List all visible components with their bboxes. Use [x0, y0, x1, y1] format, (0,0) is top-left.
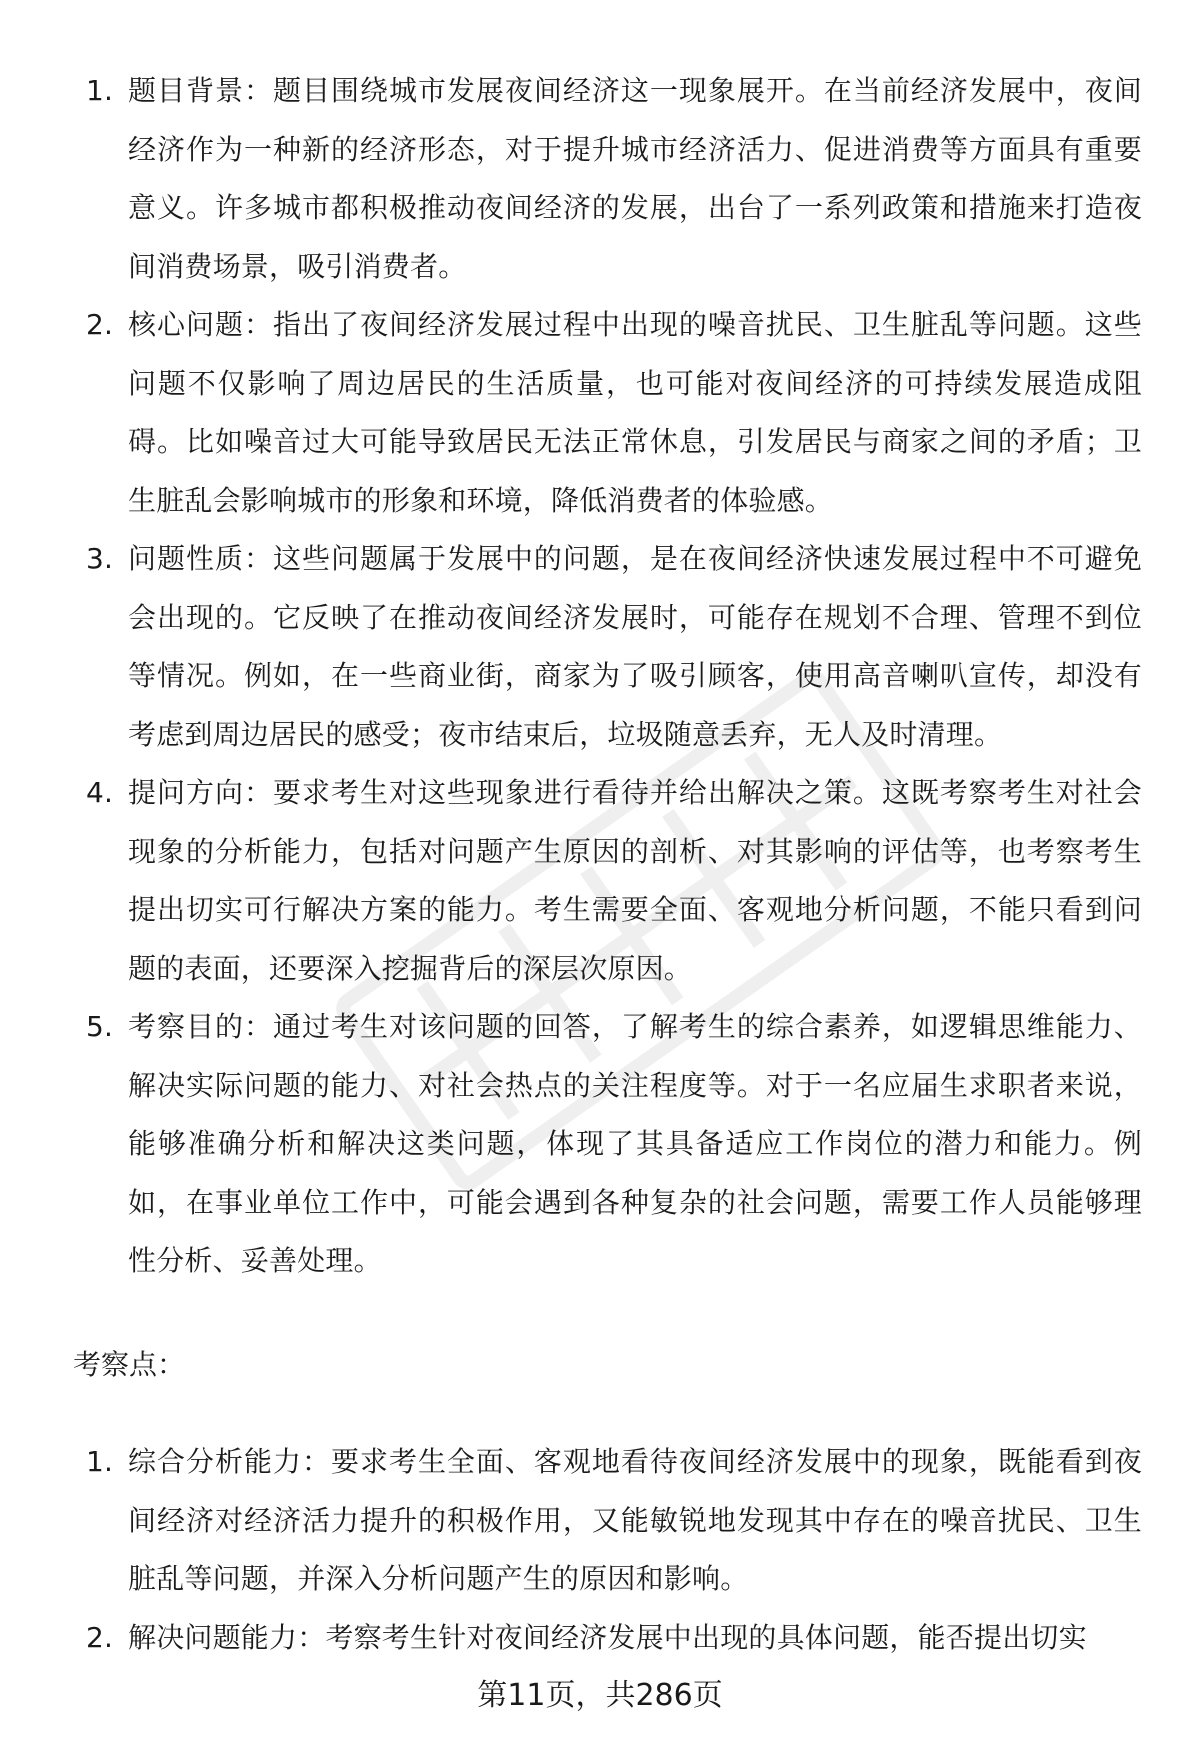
list-item-number: 2. [86, 308, 114, 341]
background-analysis-list [80, 62, 1142, 1291]
list-item-text: 综合分析能力：要求考生全面、客观地看待夜间经济发展中的现象，既能看到夜间经济对经济活力提升的积极作用，又能敏锐地发现其中存在的噪音扰民、卫生脏乱等问题，并深入分析问题产生的原因和影响。 [128, 1445, 1142, 1595]
page-number-footer: 第11页，共286页 [477, 1678, 723, 1713]
section-heading: 考察点： [73, 1348, 186, 1381]
list-item [80, 1609, 1142, 1668]
list-item [80, 1433, 1142, 1609]
list-item [80, 764, 1142, 998]
list-item-text: 解决问题能力：考察考生针对夜间经济发展中出现的具体问题，能否提出切实 [128, 1620, 1087, 1654]
list-item-number: 2. [86, 1620, 114, 1654]
list-item-number: 1. [86, 74, 114, 107]
assessment-points-list [80, 1433, 1142, 1667]
list-item [80, 998, 1142, 1291]
list-item-text: 题目背景：题目围绕城市发展夜间经济这一现象展开。在当前经济发展中，夜间经济作为一种新的经济形态，对于提升城市经济活力、促进消费等方面具有重要意义。许多城市都积极推动夜间经济的发展，出台了一系列政策和措施来打造夜间消费场景，吸引消费者。 [128, 74, 1142, 283]
list-item-text: 考察目的：通过考生对该问题的回答，了解考生的综合素养，如逻辑思维能力、解决实际问题的能力、对社会热点的关注程度等。对于一名应届生求职者来说，能够准确分析和解决这类问题，体现了其具备适应工作岗位的潜力和能力。例如，在事业单位工作中，可能会遇到各种复杂的社会问题，需要工作人员能够理性分析、妥善处理。 [128, 1010, 1142, 1277]
list-item [80, 296, 1142, 530]
list-item [80, 62, 1142, 296]
list-item-text: 核心问题：指出了夜间经济发展过程中出现的噪音扰民、卫生脏乱等问题。这些问题不仅影响了周边居民的生活质量，也可能对夜间经济的可持续发展造成阻碍。比如噪音过大可能导致居民无法正常休息，引发居民与商家之间的矛盾；卫生脏乱会影响城市的形象和环境，降低消费者的体验感。 [128, 308, 1142, 517]
list-item-text: 提问方向：要求考生对这些现象进行看待并给出解决之策。这既考察考生对社会现象的分析能力，包括对问题产生原因的剖析、对其影响的评估等，也考察考生提出切实可行解决方案的能力。考生需要全面、客观地分析问题，不能只看到问题的表面，还要深入挖掘背后的深层次原因。 [128, 776, 1142, 985]
list-item-text: 问题性质：这些问题属于发展中的问题，是在夜间经济快速发展过程中不可避免会出现的。它反映了在推动夜间经济发展时，可能存在规划不合理、管理不到位等情况。例如，在一些商业街，商家为了吸引顾客，使用高音喇叭宣传，却没有考虑到周边居民的感受；夜市结束后，垃圾随意丢弃，无人及时清理。 [128, 542, 1142, 751]
list-item-number: 1. [86, 1445, 114, 1478]
list-item-number: 4. [86, 776, 114, 809]
list-item-number: 5. [86, 1010, 114, 1043]
list-item [80, 530, 1142, 764]
list-item-number: 3. [86, 542, 114, 575]
